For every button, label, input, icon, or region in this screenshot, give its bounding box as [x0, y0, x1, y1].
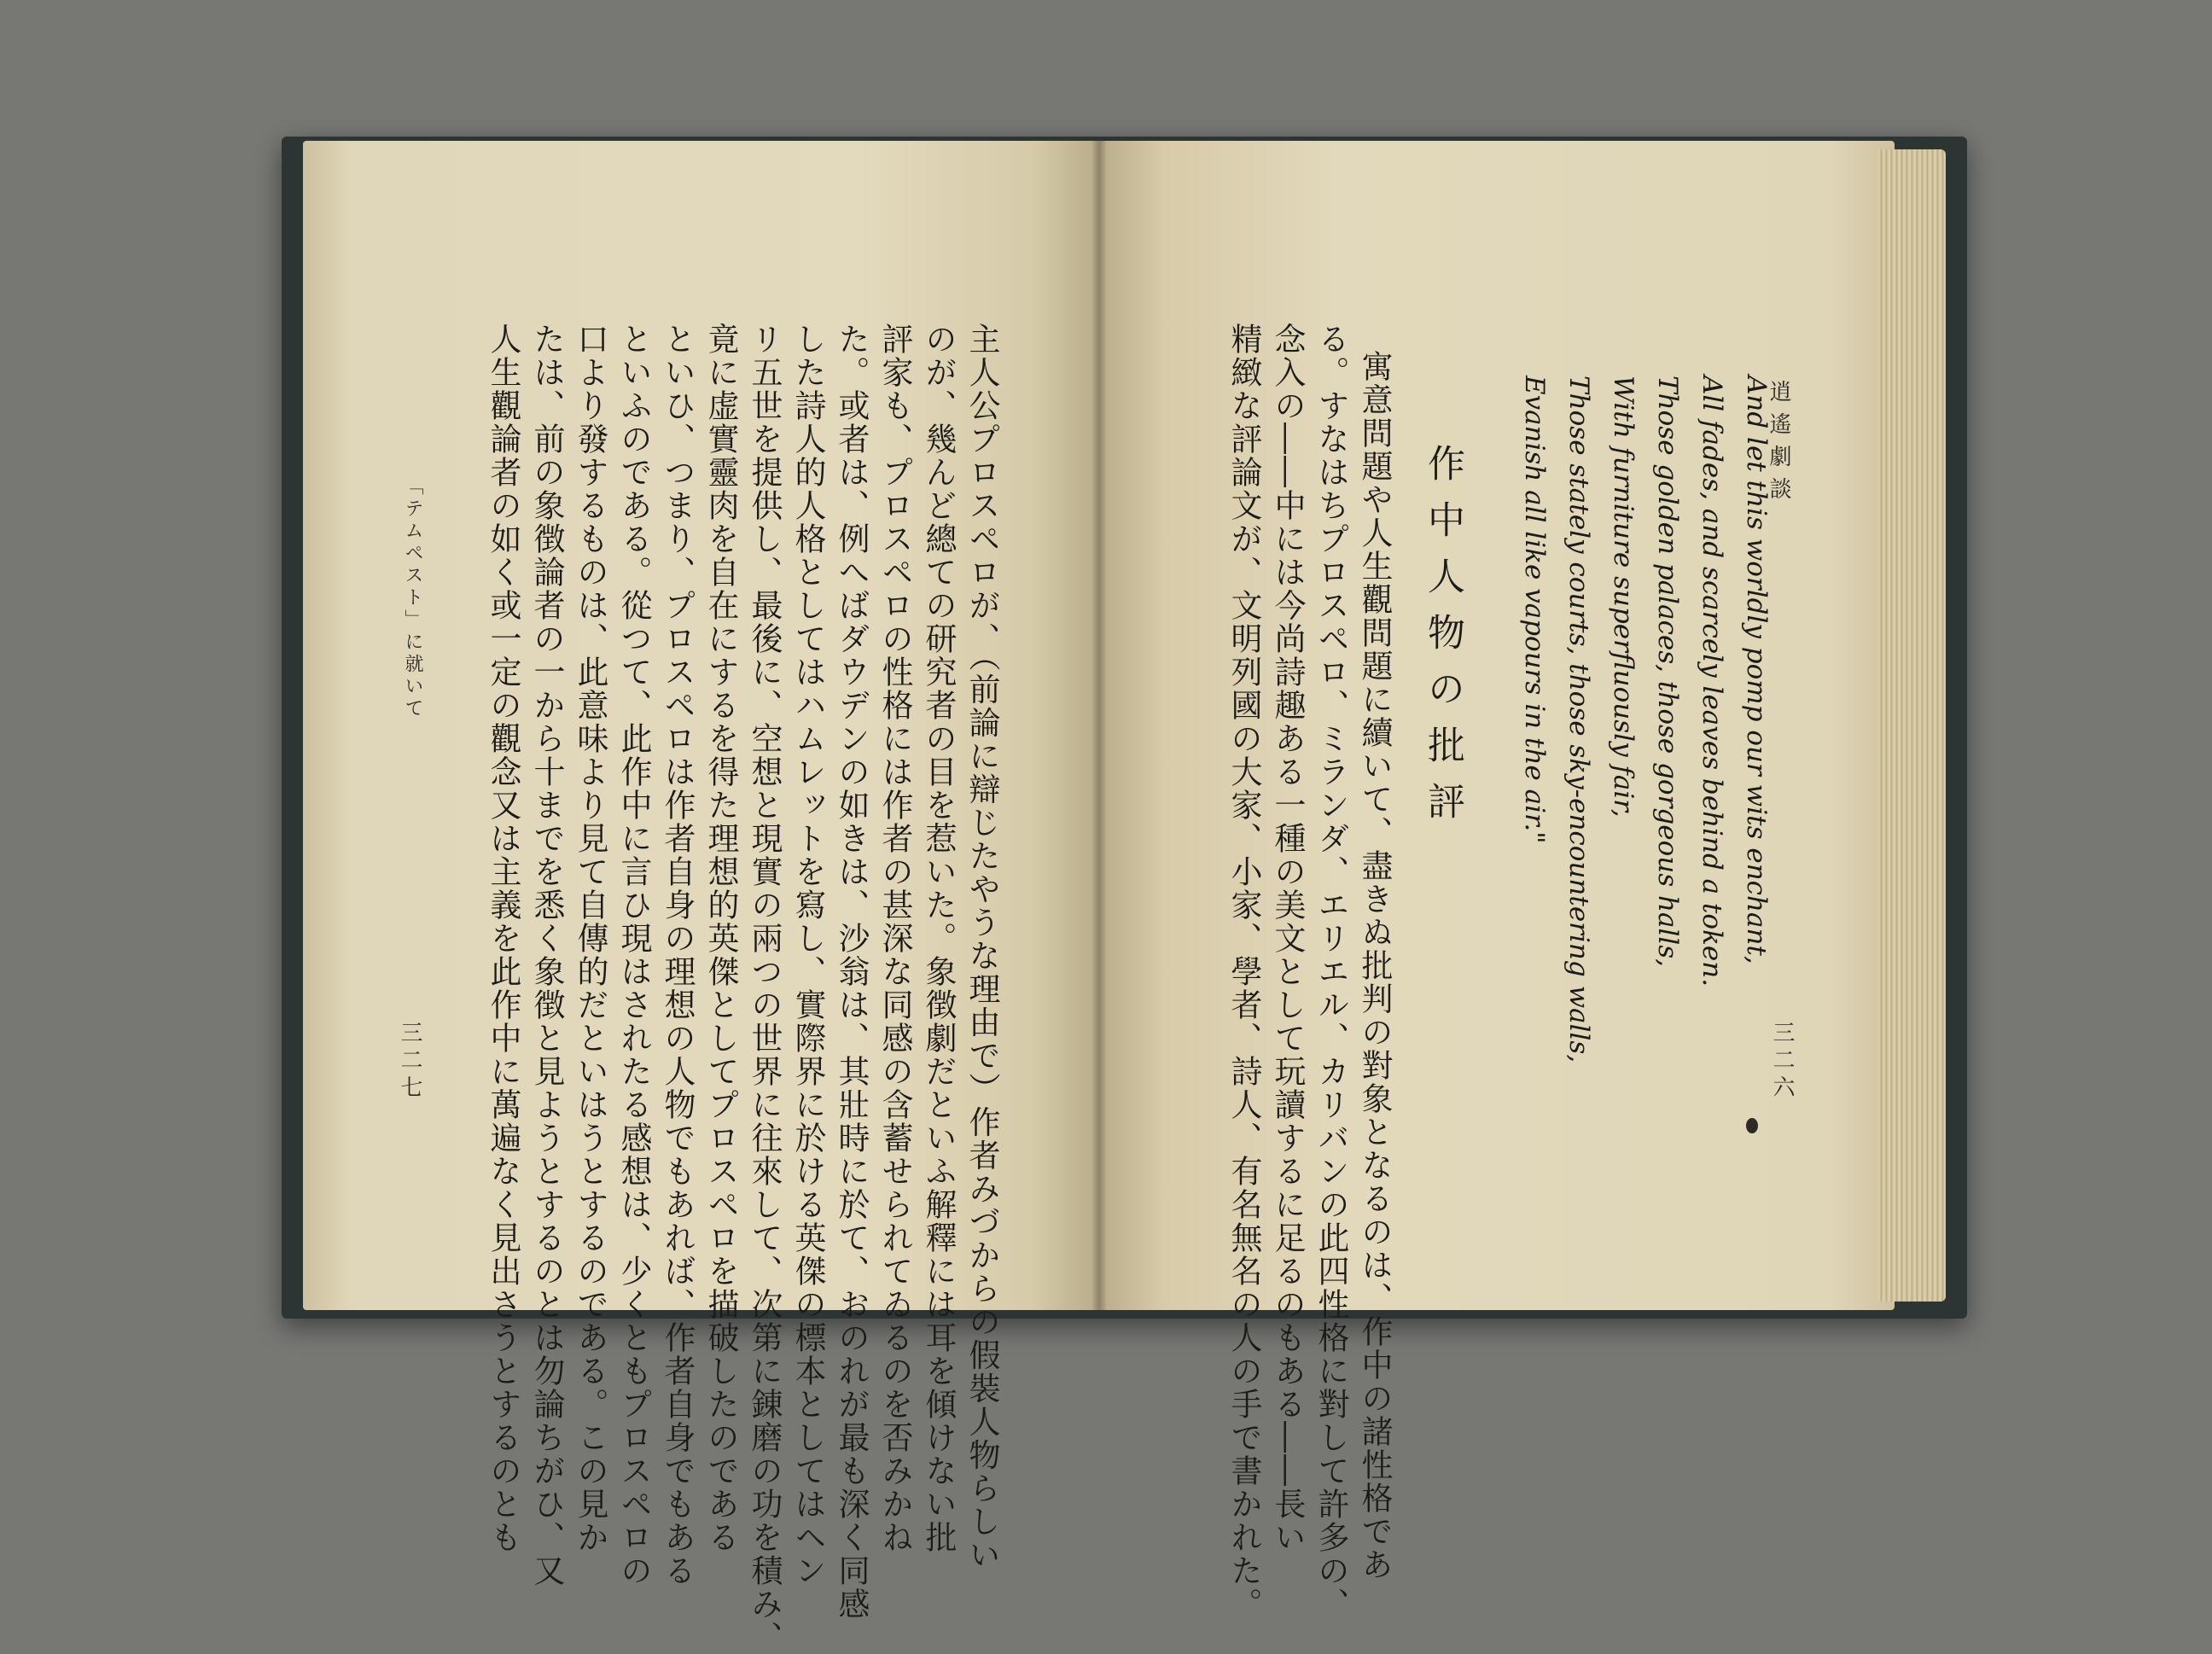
poem-line-2: All fades, and scarcely leaves behind a token. [1697, 376, 1727, 987]
right-line-3: 念入の――中には今尚詩趣ある一種の美文として玩讀するに足るのもある――長い [1269, 323, 1306, 1554]
poem-line-4: With furniture superfluously fair, [1608, 376, 1639, 818]
running-footer: 「テムペスト」に就いて [402, 476, 423, 720]
page-edges [1877, 149, 1946, 1302]
poem-line-3: Those golden palaces, those gorgeous halls, [1652, 376, 1683, 968]
left-line-4: た。或者は、例へばダウデンの如きは、沙翁は、其壯時に於て、おのれが最も深く同感 [833, 323, 870, 1621]
left-line-2: のが、幾んど總ての研究者の目を惹いた。象徴劇だといふ解釋には耳を傾けない批 [920, 323, 957, 1554]
ink-spot [1746, 1118, 1758, 1133]
left-line-7: 竟に虚實靈肉を自在にするを得た理想的英傑としてプロスペロを描破したのである [702, 323, 739, 1554]
left-line-6: リ五世を提供し、最後に、空想と現實の兩つの世界に往來して、次第に錬磨の功を積み、 [746, 323, 783, 1654]
right-page [1101, 141, 1895, 1310]
poem-line-5: Those stately courts, those sky-encountering walls, [1563, 376, 1594, 1063]
book-header: 逍遙劇談 [1766, 380, 1791, 510]
right-line-1: 寓意問題や人生觀問題に續いて、盡きぬ批判の對象となるのは、作中の諸性格であ [1356, 350, 1393, 1581]
left-line-5: した詩人的人格としてはハムレットを寫し、實際界に於ける英傑の標本としてはヘン [789, 323, 826, 1587]
right-line-4: 精緻な評論文が、文明列國の大家、小家、學者、詩人、有名無名の人の手で書かれた。 [1225, 323, 1262, 1621]
left-line-12: 人生觀論者の如く或一定の觀念又は主義を此作中に萬遍なく見出さうとするのとも [485, 323, 521, 1554]
poem-line-6: Evanish all like vapours in the air." [1519, 376, 1550, 844]
left-line-9: といふのである。從つて、此作中に言ひ現はされたる感想は、少くともプロスペロの [615, 323, 652, 1587]
left-line-3: 評家も、プロスペロの性格には作者の甚深な同感の含蓄せられてゐるのを否みかね [876, 323, 913, 1554]
poem-line-1: And let this worldly pomp our wits enchant, [1741, 376, 1772, 964]
left-line-8: といひ、つまり、プロスペロは作者自身の理想の人物でもあれば、作者自身でもある [659, 323, 696, 1587]
left-line-11: たは、前の象徴論者の一から十までを悉く象徴と見ようとするのとは勿論ちがひ、又 [528, 323, 565, 1587]
chapter-title: 作中人物の批評 [1421, 444, 1464, 838]
left-line-10: 口より發するものは、此意味より見て自傳的だといはうとするのである。この見か [572, 323, 608, 1554]
left-line-1: 主人公プロスペロが、（前論に辯じたやうな理由で）作者みづからの假裝人物らしい [963, 323, 1000, 1572]
book-gutter [1092, 141, 1106, 1310]
left-page-number: 三二七 [397, 1021, 422, 1103]
right-page-number: 三二六 [1769, 1021, 1795, 1103]
right-line-2: る。すなはちプロスペロ、ミランダ、エリエル、カリバンの此四性格に對して許多の、 [1313, 323, 1349, 1621]
